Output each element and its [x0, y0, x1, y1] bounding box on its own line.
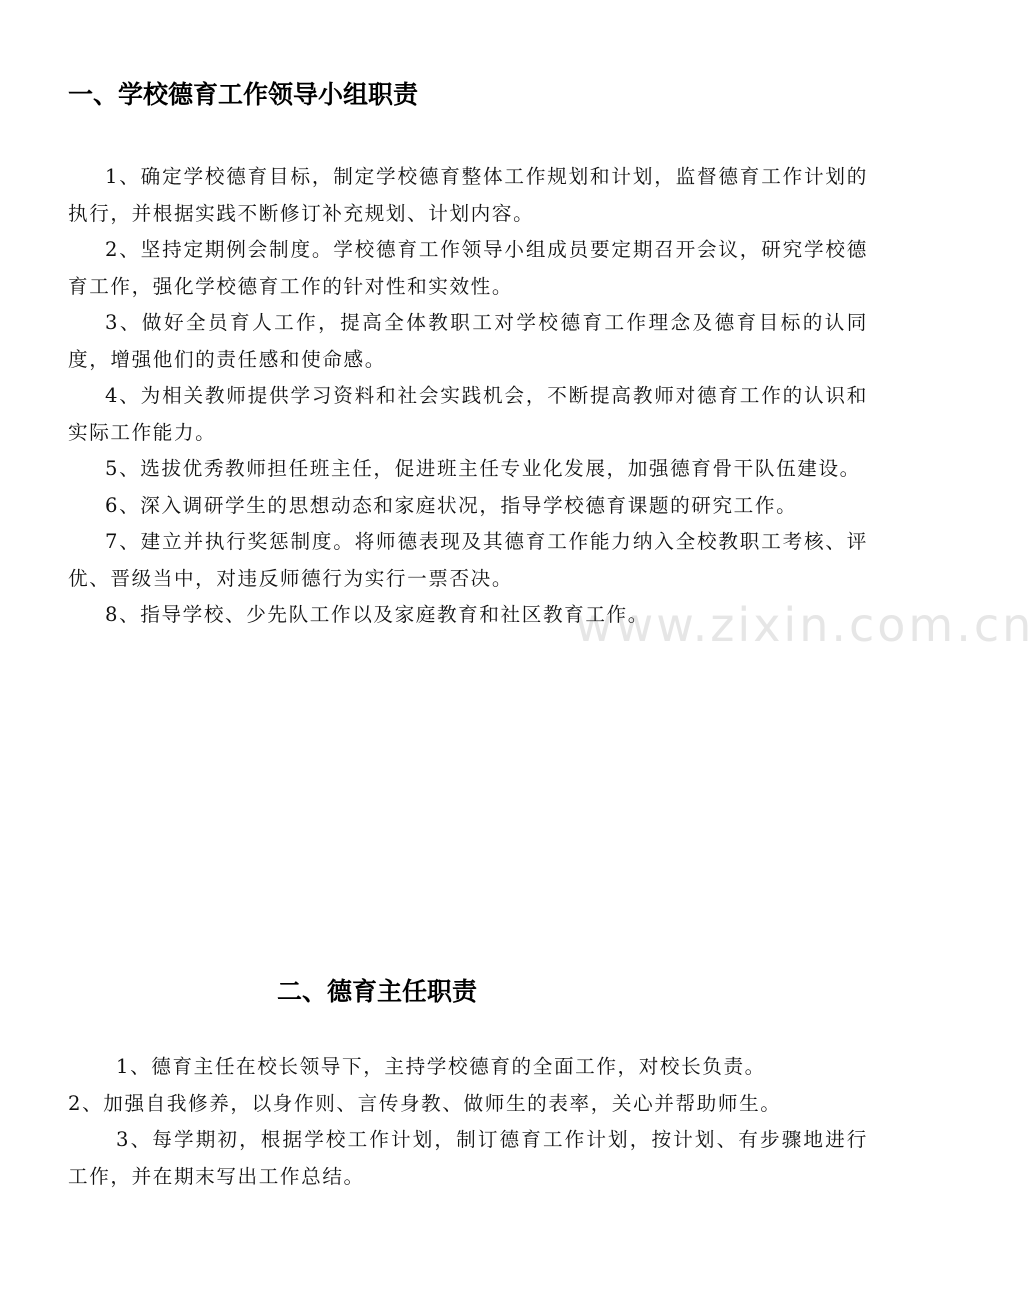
- watermark: www.zixin.com.cn: [575, 598, 1034, 652]
- section-2-item-1: 1、德育主任在校长领导下，主持学校德育的全面工作，对校长负责。: [116, 1055, 766, 1078]
- section-1-item-6: 6、深入调研学生的思想动态和家庭状况，指导学校德育课题的研究工作。: [105, 493, 798, 517]
- section-1-item-7: 7、建立并执行奖惩制度。将师德表现及其德育工作能力纳入全校教职工考核、评优、晋级当中，对违反师德行为实行一票否决。: [68, 530, 868, 590]
- section-1-item-5: 5、选拔优秀教师担任班主任，促进班主任专业化发展，加强德育骨干队伍建设。: [105, 457, 861, 480]
- section-1-title: 一、学校德育工作领导小组职责: [68, 80, 419, 109]
- section-2-item-2: 2、加强自我修养，以身作则、言传身教、做师生的表率，关心并帮助师生。: [68, 1091, 782, 1115]
- section-2-body: [68, 1049, 868, 1195]
- section-1-item-4: 4、为相关教师提供学习资料和社会实践机会，不断提高教师对德育工作的认识和实际工作能力。: [68, 384, 868, 444]
- section-1-item-3: 3、做好全员育人工作，提高全体教职工对学校德育工作理念及德育目标的认同度，增强他们的责任感和使命感。: [68, 311, 868, 371]
- section-2-title: 二、德育主任职责: [277, 977, 478, 1006]
- section-1-item-8: 8、指导学校、少先队工作以及家庭教育和社区教育工作。: [105, 603, 649, 626]
- section-1-body: [68, 159, 868, 634]
- section-1-item-1: 1、确定学校德育目标，制定学校德育整体工作规划和计划，监督德育工作计划的执行，并根据实践不断修订补充规划、计划内容。: [68, 165, 868, 225]
- section-2-item-3: 3、每学期初，根据学校工作计划，制订德育工作计划，按计划、有步骤地进行工作，并在期末写出工作总结。: [68, 1128, 868, 1188]
- section-1-item-2: 2、坚持定期例会制度。学校德育工作领导小组成员要定期召开会议，研究学校德育工作，强化学校德育工作的针对性和实效性。: [68, 238, 868, 298]
